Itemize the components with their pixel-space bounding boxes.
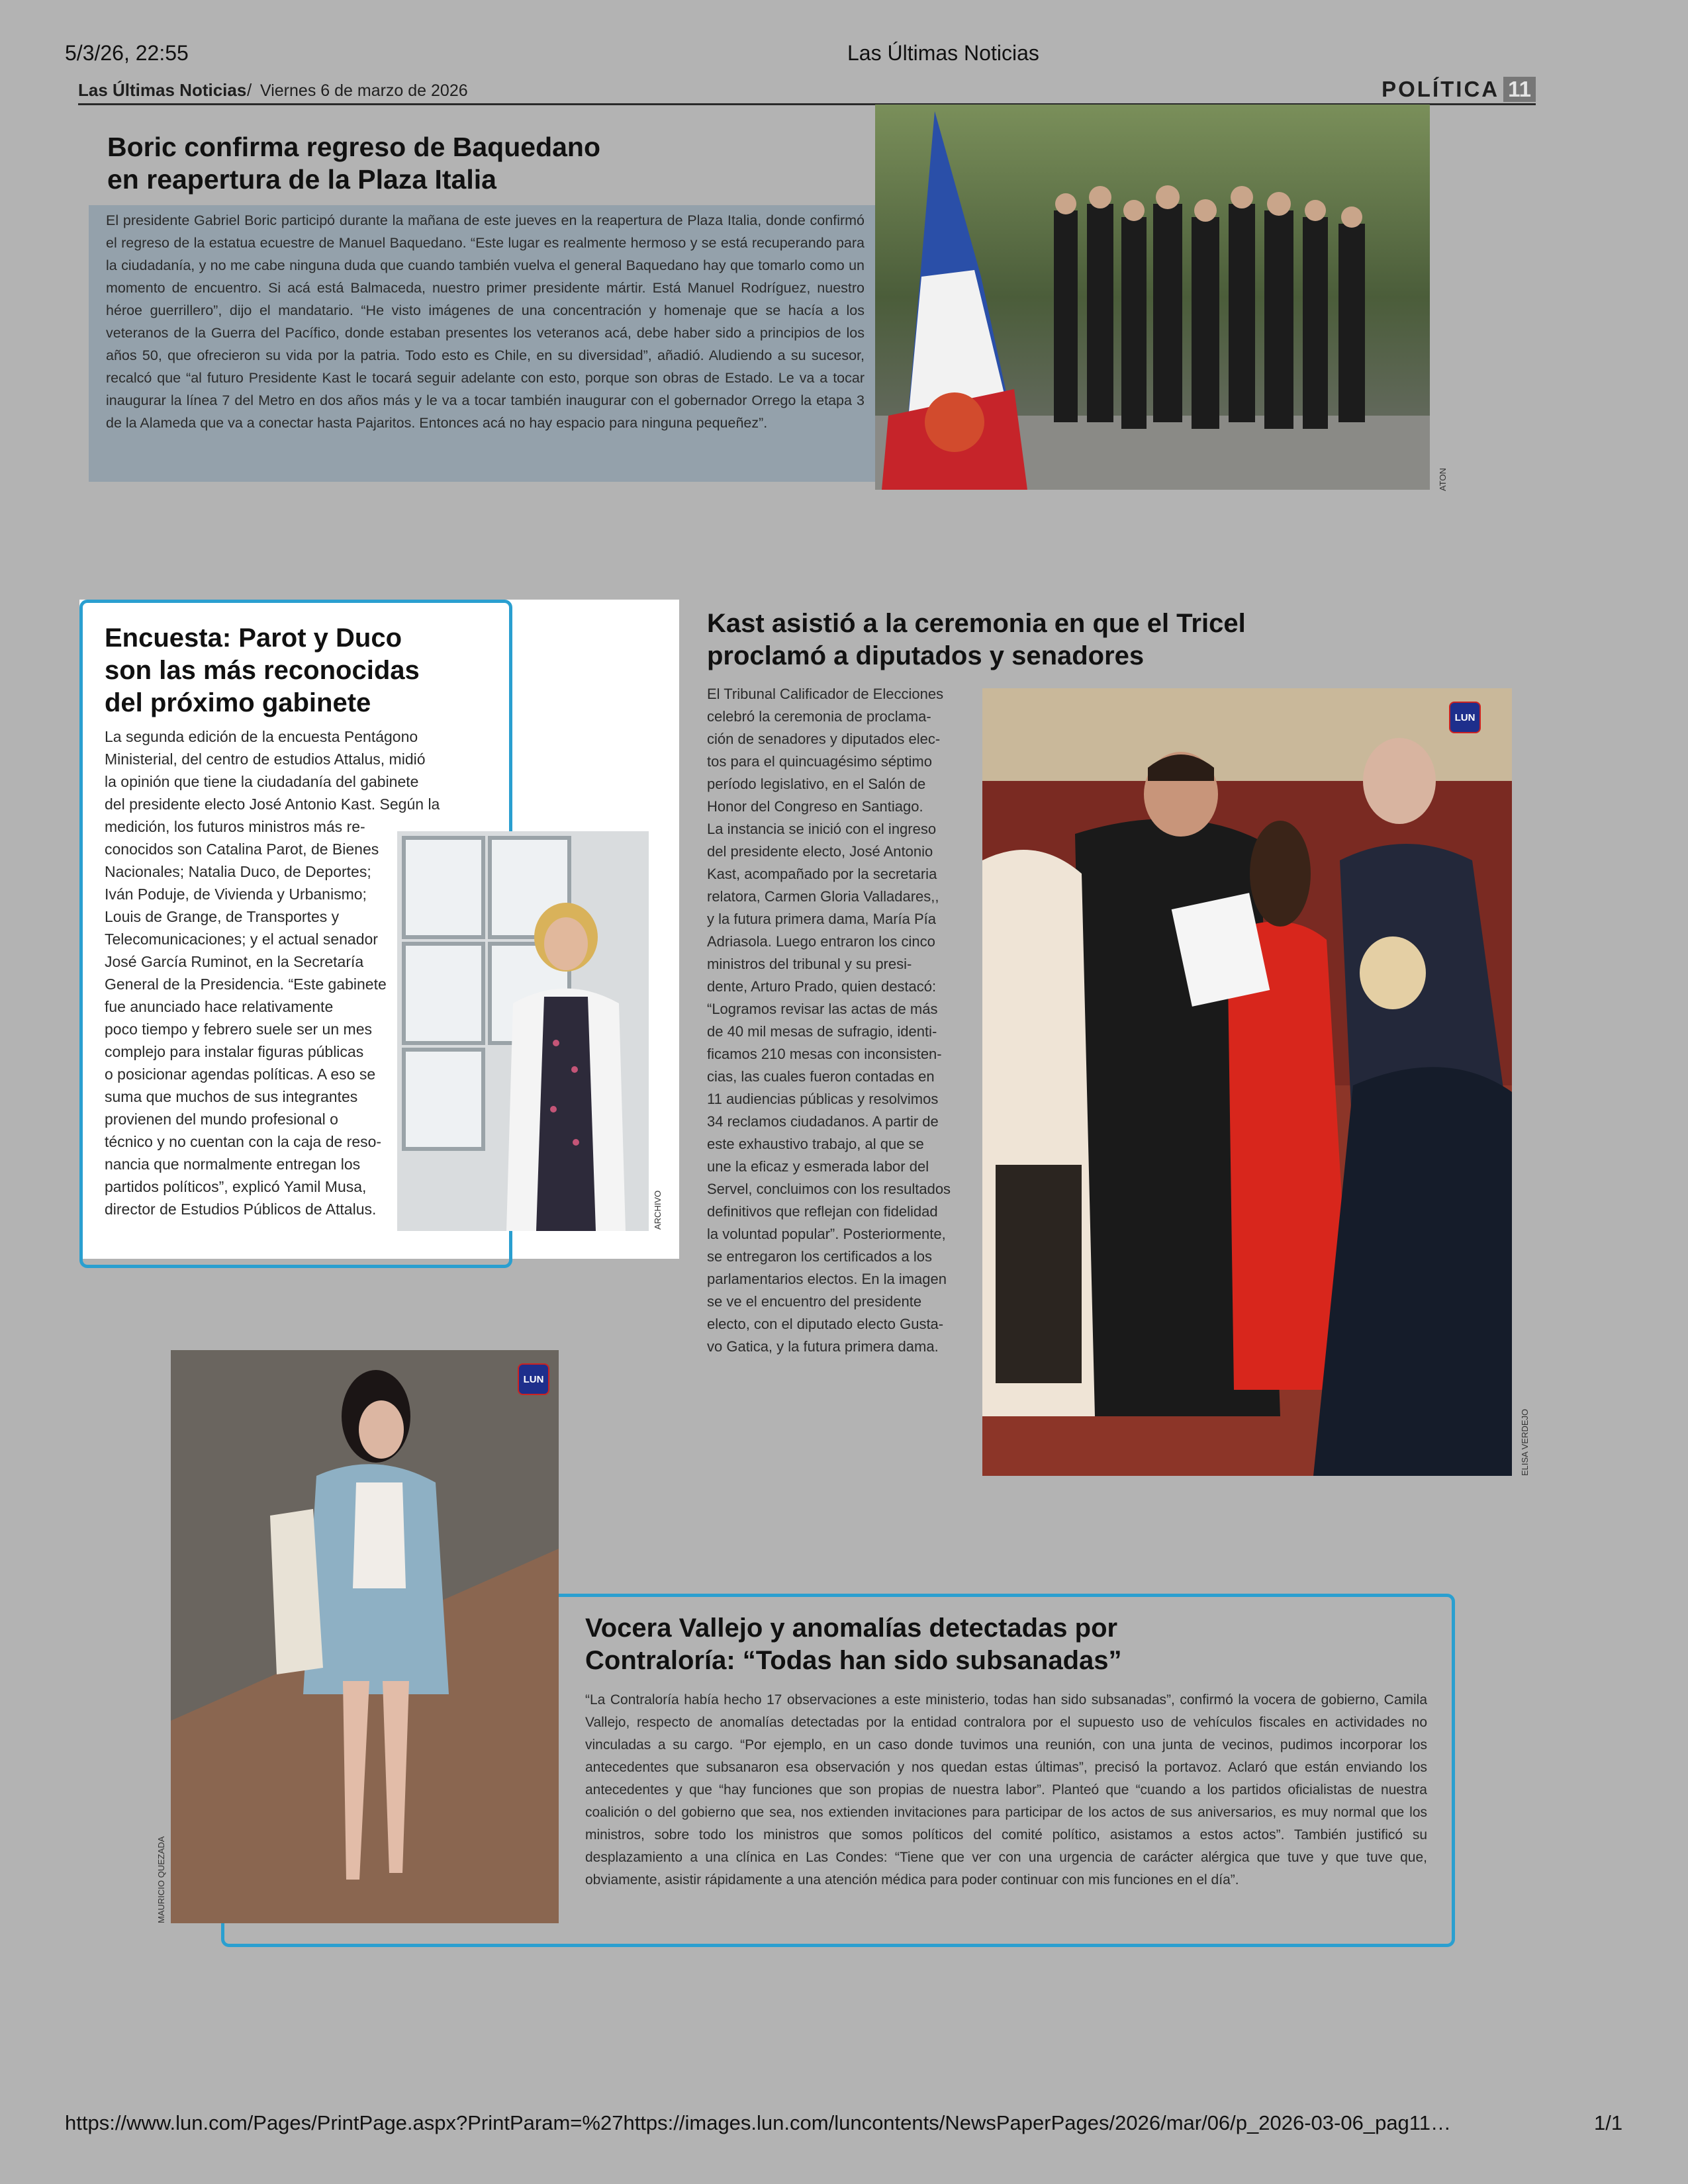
kast-photo-credit: ELISA VERDEJO	[1520, 1408, 1530, 1476]
edition-date: Viernes 6 de marzo de 2026	[260, 81, 468, 100]
encuesta-headline-line-3: del próximo gabinete	[105, 688, 371, 717]
kast-line: ministros del tribunal y su presi-	[707, 956, 912, 972]
kast-line: vo Gatica, y la futura primera dama.	[707, 1338, 939, 1355]
kast-line: Servel, concluimos con los resultados	[707, 1181, 951, 1197]
kast-line: 11 audiencias públicas y resolvimos	[707, 1091, 939, 1107]
lun-logo-icon: LUN	[518, 1363, 549, 1395]
encuesta-line: o posicionar agendas políticas. A eso se	[105, 1066, 376, 1083]
kast-line: se ve el encuentro del presidente	[707, 1293, 922, 1310]
kast-line: del presidente electo, José Antonio	[707, 843, 933, 860]
kast-line: Kast, acompañado por la secretaria	[707, 866, 937, 882]
encuesta-line: nancia que normalmente entregan los	[105, 1156, 361, 1173]
boric-photo-credit: ATON	[1438, 468, 1448, 491]
kast-line: de 40 mil mesas de sufragio, identi-	[707, 1023, 937, 1040]
encuesta-line: director de Estudios Públicos de Attalus.	[105, 1201, 377, 1218]
paper-name: Las Últimas Noticias	[78, 80, 247, 100]
kast-line: Honor del Congreso en Santiago.	[707, 798, 923, 815]
boric-photo	[875, 105, 1430, 490]
vallejo-photo-credit: MAURICIO QUEZADA	[156, 1836, 166, 1923]
encuesta-line: José García Ruminot, en la Secretaría	[105, 953, 364, 970]
encuesta-line: suma que muchos de sus integrantes	[105, 1088, 358, 1105]
encuesta-line: Ministerial, del centro de estudios Attalus, midió	[105, 751, 426, 768]
encuesta-headline-line-2: son las más reconocidas	[105, 656, 420, 685]
encuesta-line: La segunda edición de la encuesta Pentágono	[105, 728, 418, 745]
plaza-italia-scene	[875, 105, 1430, 490]
masthead	[78, 77, 1536, 105]
tricel-ceremony-scene	[982, 688, 1512, 1476]
vallejo-headline	[585, 1612, 1432, 1677]
encuesta-line: Nacionales; Natalia Duco, de Deportes;	[105, 863, 371, 880]
encuesta-headline	[105, 622, 515, 719]
boric-headline-line-1: Boric confirma regreso de Baquedano	[107, 132, 601, 162]
kast-headline-line-1: Kast asistió a la ceremonia en que el Tricel	[707, 609, 1246, 638]
section-name: POLÍTICA	[1382, 77, 1500, 101]
kast-line: dente, Arturo Prado, quien destacó:	[707, 978, 937, 995]
vallejo-body: “La Contraloría había hecho 17 observaciones a este ministerio, todas han sido subsanadas”, confirmó la vocera de gobierno, Camila Vallejo, respecto de anomalías detectadas por la entidad contralora por el supuesto uso de vehículos fiscales en actividades no vinculadas a su cargo. “Por ejemplo, en un caso donde tuvimos una reunión, con una junta de vecinos, pudimos incorporar los antecedentes que subsanaron esa observación y nos quedan estas últimas”, precisó la portavoz. Aclaró que están enviando los antecedentes y que “hay funciones que son propias de nuestra labor”. Planteó que “cuando a los partidos oficialistas de nuestra coalición o del gobierno que sea, nos extienden invitaciones para participar de los actos de sus aniversarios, es muy normal que los ministros, sobre todo los ministros que somos políticos del comité político, asistamos a estos actos”. También justificó su desplazamiento a una clínica en Las Condes: “Tiene que ver con una urgencia de carácter alérgica que tuve y que tuve que, obviamente, asistir rápidamente a una atención médica para poder continuar con mis funciones en el día”.	[585, 1692, 1427, 1888]
encuesta-line: técnico y no cuentan con la caja de reso-	[105, 1133, 382, 1150]
print-datetime: 5/3/26, 22:55	[65, 41, 189, 65]
kast-body	[707, 683, 985, 1358]
kast-line: une la eficaz y esmerada labor del	[707, 1158, 929, 1175]
print-url[interactable]: https://www.lun.com/Pages/PrintPage.aspx?PrintParam=%27https://images.lun.com/luncontents/NewsPaperPages/2026/mar/06/p_2026-03-06_pag11…	[65, 2111, 1451, 2134]
encuesta-line: General de la Presidencia. “Este gabinete	[105, 976, 387, 993]
encuesta-line: Telecomunicaciones; y el actual senador	[105, 931, 378, 948]
encuesta-line: conocidos son Catalina Parot, de Bienes	[105, 841, 379, 858]
kast-line: ficamos 210 mesas con inconsisten-	[707, 1046, 942, 1062]
encuesta-headline-line-1: Encuesta: Parot y Duco	[105, 623, 402, 653]
encuesta-line: medición, los futuros ministros más re-	[105, 818, 365, 835]
encuesta-line: partidos políticos”, explicó Yamil Musa,	[105, 1178, 367, 1195]
kast-headline-line-2: proclamó a diputados y senadores	[707, 641, 1145, 670]
encuesta-line: complejo para instalar figuras públicas	[105, 1043, 364, 1060]
kast-headline	[707, 608, 1501, 672]
kast-line: El Tribunal Calificador de Elecciones	[707, 686, 944, 702]
vallejo-headline-line-1: Vocera Vallejo y anomalías detectadas por	[585, 1614, 1118, 1643]
print-page-count: 1/1	[1594, 2111, 1623, 2134]
section-label	[1382, 77, 1536, 102]
vocera-walking-scene	[171, 1350, 559, 1923]
encuesta-line: del presidente electo José Antonio Kast. Según la	[105, 796, 440, 813]
kast-line: Adriasola. Luego entraron los cinco	[707, 933, 935, 950]
kast-line: 34 reclamos ciudadanos. A partir de	[707, 1113, 939, 1130]
encuesta-line: la opinión que tiene la ciudadanía del gabinete	[105, 773, 419, 790]
page-number: 11	[1503, 77, 1536, 102]
kast-line: relatora, Carmen Gloria Valladares,,	[707, 888, 939, 905]
encuesta-line: provienen del mundo profesional o	[105, 1111, 338, 1128]
minister-portrait	[397, 831, 649, 1231]
kast-line: este exhaustivo trabajo, al que se	[707, 1136, 924, 1152]
kast-line: electo, con el diputado electo Gusta-	[707, 1316, 944, 1332]
kast-line: celebró la ceremonia de proclama-	[707, 708, 931, 725]
kast-line: se entregaron los certificados a los	[707, 1248, 932, 1265]
kast-line: parlamentarios electos. En la imagen	[707, 1271, 947, 1287]
encuesta-line: Louis de Grange, de Transportes y	[105, 908, 340, 925]
kast-line: definitivos que reflejan con fidelidad	[707, 1203, 938, 1220]
encuesta-photo-credit: ARCHIVO	[653, 1190, 663, 1230]
boric-headline	[107, 131, 868, 196]
kast-line: ción de senadores y diputados elec-	[707, 731, 941, 747]
boric-headline-line-2: en reapertura de la Plaza Italia	[107, 164, 496, 195]
kast-line: La instancia se inició con el ingreso	[707, 821, 937, 837]
encuesta-photo	[397, 831, 649, 1231]
encuesta-line: poco tiempo y febrero suele ser un mes	[105, 1021, 372, 1038]
kast-line: cias, las cuales fueron contadas en	[707, 1068, 935, 1085]
vallejo-photo	[171, 1350, 559, 1923]
kast-line: la voluntad popular”. Posteriormente,	[707, 1226, 946, 1242]
kast-line: tos para el quincuagésimo séptimo	[707, 753, 932, 770]
print-title: Las Últimas Noticias	[847, 41, 1039, 65]
encuesta-line: fue anunciado hace relativamente	[105, 998, 334, 1015]
kast-line: período legislativo, en el Salón de	[707, 776, 926, 792]
kast-line: y la futura primera dama, María Pía	[707, 911, 937, 927]
encuesta-line: Iván Poduje, de Vivienda y Urbanismo;	[105, 886, 367, 903]
boric-body: El presidente Gabriel Boric participó durante la mañana de este jueves en la reapertura de Plaza Italia, donde confirmó el regreso de la estatua ecuestre de Manuel Baquedano. “Este lugar es realmente hermoso y se está recuperando para la ciudadanía, y no me cabe ninguna duda que cuando también vuelva el general Baquedano hay que tomarlo como un momento de encuentro. Si acá está Balmaceda, nuestro primer presidente mártir. Está Manuel Rodríguez, nuestro héroe guerrillero”, dijo el mandatario. “He visto imágenes de una concentración y homenaje que se hacía a los veteranos de la Guerra del Pacífico, donde estaban presentes los veteranos acá, debe haber sido a principios de los años 50, que ofrecieron su vida por la patria. Todo esto es Chile, en su diversidad”, añadió. Aludiendo a su sucesor, recalcó que “al futuro Presidente Kast le tocará seguir adelante con esto, porque son obras de Estado. Le va a tocar inaugurar la línea 7 del Metro en dos años más y le va a tocar también inaugurar con el gobernador Orrego la etapa 3 de la Alameda que va a conectar hasta Pajaritos. Entonces acá no hay espacio para ninguna pequeñez”.	[106, 212, 865, 431]
lun-logo-icon: LUN	[1449, 702, 1481, 733]
masthead-separator: /	[247, 80, 252, 100]
kast-photo	[982, 688, 1512, 1476]
vallejo-headline-line-2: Contraloría: “Todas han sido subsanadas”	[585, 1646, 1122, 1675]
kast-line: “Logramos revisar las actas de más	[707, 1001, 938, 1017]
